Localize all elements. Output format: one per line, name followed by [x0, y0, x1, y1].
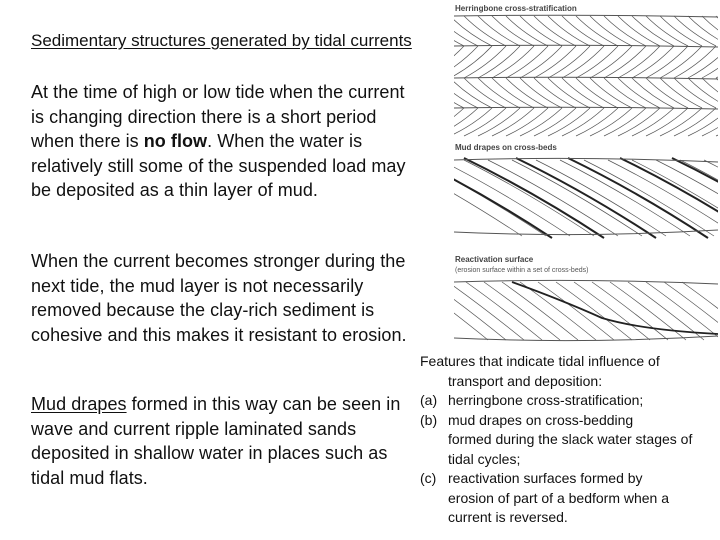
caption-item-label: (c): [420, 470, 437, 486]
herringbone-lamina: [576, 78, 618, 108]
herringbone-lamina: [534, 46, 576, 78]
panel1-label: Herringbone cross-stratification: [455, 4, 577, 13]
caption-item-c-line1: reactivation surfaces formed by: [448, 470, 643, 486]
caption-item-text: [448, 469, 715, 528]
herringbone-lamina: [688, 16, 720, 46]
set-boundary: [454, 77, 718, 79]
panel3-label: Reactivation surface: [455, 255, 534, 264]
tidal-structures-figure: [452, 0, 720, 350]
para3-text: formed in this way can be seen in wave and current ripple laminated sands deposited in shallow water in places such as tidal mud flats.: [31, 394, 401, 488]
herringbone-lamina: [562, 78, 604, 108]
slide-title: Sedimentary structures generated by tidal currents: [31, 31, 412, 50]
herringbone-lamina: [702, 78, 720, 108]
herringbone-lamina: [492, 16, 534, 46]
herringbone-lamina: [576, 46, 618, 78]
herringbone-lamina: [688, 78, 720, 108]
caption-item-label: (b): [420, 411, 438, 428]
herringbone-lamina: [646, 16, 688, 46]
herringbone-lamina: [520, 78, 562, 108]
herringbone-lamina: [702, 16, 720, 46]
caption-item-b: [420, 411, 715, 470]
herringbone-lamina: [534, 78, 576, 108]
herringbone-lamina: [716, 108, 720, 136]
set-boundary: [454, 45, 718, 47]
herringbone-lamina: [660, 16, 702, 46]
herringbone-lamina: [464, 46, 506, 78]
cross-bed-lamina: [452, 160, 570, 236]
herringbone-lamina: [452, 16, 492, 46]
cross-bed-lamina: [704, 160, 720, 236]
panel2-label: Mud drapes on cross-beds: [455, 143, 557, 152]
herringbone-lamina: [632, 46, 674, 78]
caption-intro: Features that indicate tidal influence of: [420, 353, 660, 369]
herringbone-lamina: [716, 78, 720, 108]
set-boundary: [454, 107, 718, 109]
herringbone-lamina: [674, 16, 716, 46]
set-boundary: [454, 15, 718, 17]
herringbone-lamina: [716, 16, 720, 46]
herringbone-lamina: [646, 46, 688, 78]
caption-item-c-line2: erosion of part of a bedform when a current is reversed.: [448, 489, 670, 525]
paragraph-cohesive-mud: When the current becomes stronger during the next tide, the mud layer is not necessarily removed because the clay-rich sediment is cohesive and this makes it resistant to erosion.: [31, 251, 407, 345]
herringbone-sketch: [452, 15, 720, 136]
herringbone-lamina: [688, 46, 720, 78]
herringbone-lamina: [478, 78, 520, 108]
figure-caption: [420, 352, 715, 528]
herringbone-lamina: [590, 16, 632, 46]
caption-item-b-line2: formed during the slack water stages of tidal cycles;: [448, 431, 693, 467]
caption-intro-cont: transport and deposition:: [448, 372, 603, 389]
foreset-lamina: [452, 282, 488, 340]
herringbone-lamina: [548, 46, 590, 78]
caption-item-c: [420, 469, 715, 528]
herringbone-lamina: [618, 78, 660, 108]
herringbone-lamina: [492, 46, 534, 78]
mud-drape: [452, 158, 552, 238]
para1-text-start: At the time of high or low tide when the current is changing direction there is a short period when there is: [31, 82, 405, 151]
herringbone-lamina: [464, 78, 506, 108]
herringbone-lamina: [632, 16, 674, 46]
herringbone-lamina: [660, 78, 702, 108]
herringbone-lamina: [506, 16, 548, 46]
caption-item-b-line1: mud drapes on cross-bedding: [448, 411, 634, 428]
herringbone-lamina: [534, 16, 576, 46]
herringbone-lamina: [492, 78, 534, 108]
herringbone-lamina: [520, 46, 562, 78]
paragraph-mud-drapes: [31, 392, 421, 490]
herringbone-lamina: [604, 16, 646, 46]
herringbone-lamina: [478, 16, 520, 46]
caption-item-label: (a): [420, 392, 438, 408]
herringbone-lamina: [674, 78, 716, 108]
herringbone-lamina: [716, 46, 720, 78]
herringbone-lamina: [660, 46, 702, 78]
herringbone-lamina: [604, 78, 646, 108]
herringbone-lamina: [618, 46, 660, 78]
panel3-sublabel: (erosion surface within a set of cross-beds): [455, 267, 589, 274]
herringbone-lamina: [604, 46, 646, 78]
herringbone-lamina: [452, 78, 464, 108]
mud-drapes-term: Mud drapes: [31, 394, 127, 414]
set-base: [454, 336, 718, 341]
paragraph-slack-water: [31, 80, 421, 203]
herringbone-lamina: [452, 78, 492, 108]
herringbone-lamina: [562, 16, 604, 46]
herringbone-lamina: [506, 46, 548, 78]
herringbone-lamina: [520, 16, 562, 46]
mud-drapes-sketch: [452, 158, 720, 238]
herringbone-lamina: [452, 16, 464, 46]
herringbone-lamina: [548, 78, 590, 108]
herringbone-lamina: [478, 46, 520, 78]
caption-item-text: [448, 411, 715, 470]
reactivation-surface-sketch: [452, 280, 720, 340]
herringbone-lamina: [562, 46, 604, 78]
herringbone-lamina: [646, 78, 688, 108]
herringbone-lamina: [506, 78, 548, 108]
herringbone-lamina: [632, 78, 674, 108]
herringbone-lamina: [590, 78, 632, 108]
herringbone-lamina: [590, 46, 632, 78]
para1-bold-no-flow: no flow: [143, 131, 208, 151]
foreset-lamina: [452, 282, 524, 340]
herringbone-lamina: [618, 16, 660, 46]
caption-item-text: herringbone cross-stratification;: [448, 392, 644, 408]
caption-item-a: [420, 391, 715, 411]
herringbone-lamina: [674, 46, 716, 78]
herringbone-lamina: [576, 16, 618, 46]
herringbone-lamina: [464, 16, 506, 46]
herringbone-lamina: [688, 108, 720, 136]
para1-text-end: . When the water is relatively still some of the suspended load may be deposited as a thin layer of mud.: [31, 131, 406, 200]
mud-drape: [620, 158, 720, 238]
set-top: [454, 280, 718, 284]
herringbone-lamina: [548, 16, 590, 46]
